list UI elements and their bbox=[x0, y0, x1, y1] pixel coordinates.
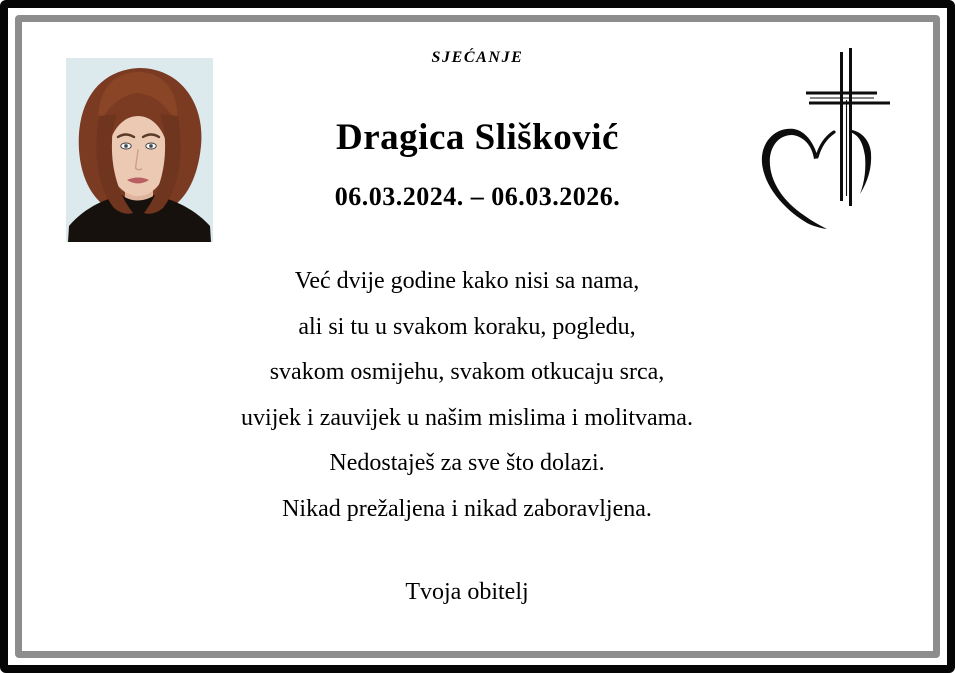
memorial-poem bbox=[0, 259, 934, 533]
poem-line: Već dvije godine kako nisi sa nama, bbox=[294, 268, 640, 294]
deceased-name: Dragica Slišković bbox=[336, 117, 619, 158]
poem-line: ali si tu u svakom koraku, pogledu, bbox=[298, 313, 636, 340]
remembrance-header: SJEĆANJE bbox=[431, 49, 524, 66]
poem-line: uvijek i zauvijek u našim mislima i molitvama. bbox=[241, 404, 693, 431]
poem-line: Nedostaješ za sve što dolazi. bbox=[329, 450, 605, 477]
memorial-dates: 06.03.2024. – 06.03.2026. bbox=[334, 182, 621, 211]
poem-line: svakom osmijehu, svakom otkucaju srca, bbox=[269, 359, 665, 386]
closing-signature: Tvoja obitelj bbox=[405, 579, 529, 605]
poem-line: Nikad prežaljena i nikad zaboravljena. bbox=[282, 495, 652, 522]
